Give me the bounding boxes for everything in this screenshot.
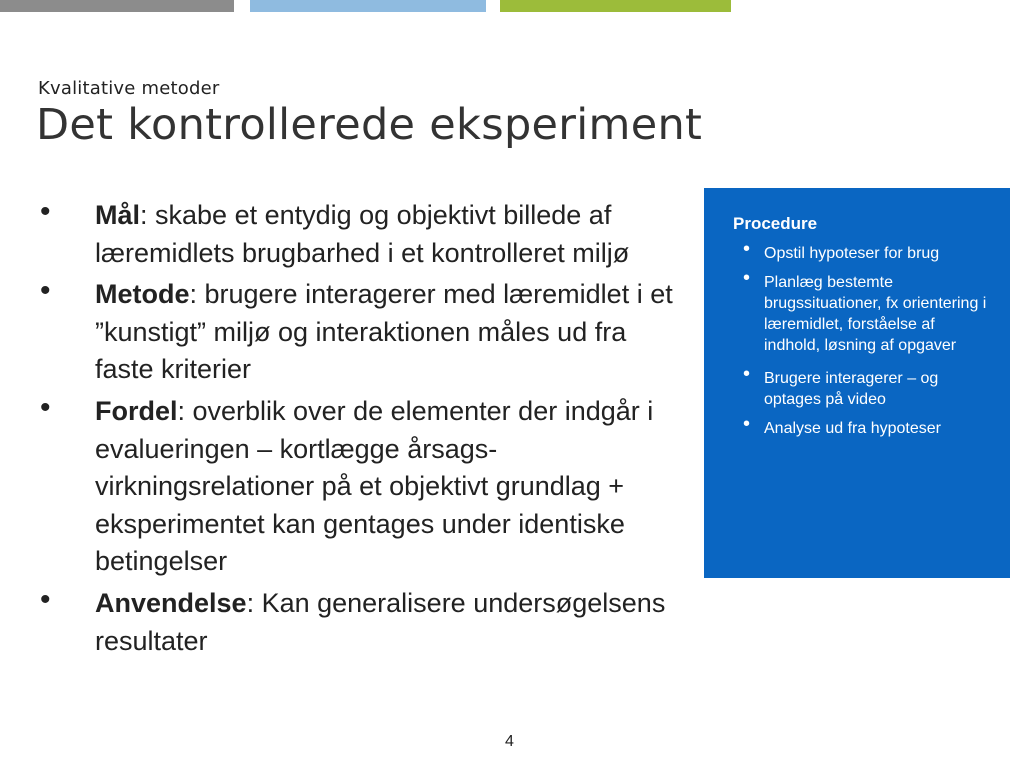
procedure-box bbox=[704, 188, 1010, 578]
main-bullet-item bbox=[40, 390, 680, 581]
top-bar-blue bbox=[250, 0, 486, 12]
bullet-dot-icon: • bbox=[743, 363, 751, 385]
bullet-dot-icon: • bbox=[40, 390, 51, 424]
top-bar-gray bbox=[0, 0, 234, 12]
bullet-dot-icon: • bbox=[40, 274, 51, 308]
bullet-term: Metode bbox=[95, 279, 190, 310]
bullet-dot-icon: • bbox=[743, 238, 751, 260]
bullet-term: Fordel bbox=[95, 395, 178, 426]
slide-subtitle: Kvalitative metoder bbox=[38, 78, 220, 99]
procedure-item-text: Analyse ud fra hypoteser bbox=[764, 420, 941, 437]
slide-title: Det kontrollerede eksperiment bbox=[36, 100, 703, 150]
page-number: 4 bbox=[505, 733, 514, 750]
main-bullet-item bbox=[40, 197, 680, 272]
procedure-item-text: Brugere interagerer – og optages på video bbox=[764, 370, 939, 408]
main-bullet-list bbox=[40, 197, 680, 660]
procedure-item-text: Opstil hypoteser for brug bbox=[764, 245, 940, 262]
bullet-dot-icon: • bbox=[743, 267, 751, 289]
procedure-item-text: Planlæg bestemte brugssituationer, fx orientering i læremidlet, forståelse af indhold, løsning af opgaver bbox=[764, 274, 987, 354]
procedure-item bbox=[733, 363, 990, 410]
bullet-term: Anvendelse bbox=[95, 587, 247, 618]
bullet-dot-icon: • bbox=[40, 195, 51, 228]
procedure-item bbox=[733, 267, 990, 356]
procedure-item bbox=[733, 413, 990, 439]
bullet-dot-icon: • bbox=[743, 413, 751, 435]
procedure-title: Procedure bbox=[733, 214, 818, 233]
procedure-list bbox=[733, 238, 990, 439]
bullet-term: Mål bbox=[95, 200, 141, 230]
main-bullet-item bbox=[40, 276, 680, 389]
bullet-text: : skabe et entydig og objektivt billede af læremidlets brugbarhed i et kontrolleret miljø bbox=[95, 200, 630, 268]
bullet-text: : overblik over de elementer der indgår i evalueringen – kortlægge årsags-virkningsrelationer på et objektivt grundlag + eksperimentet kan gentages under identiske betingelser bbox=[95, 395, 654, 577]
bullet-text: : brugere interagerer med læremidlet i et ”kunstigt” miljø og interaktionen måles ud fra faste kriterier bbox=[95, 279, 673, 385]
bullet-text: : Kan generalisere undersøgelsens resultater bbox=[95, 587, 666, 656]
main-bullet-item bbox=[40, 582, 680, 660]
procedure-item bbox=[733, 238, 990, 264]
top-bar-green bbox=[500, 0, 731, 12]
bullet-dot-icon: • bbox=[40, 582, 51, 616]
